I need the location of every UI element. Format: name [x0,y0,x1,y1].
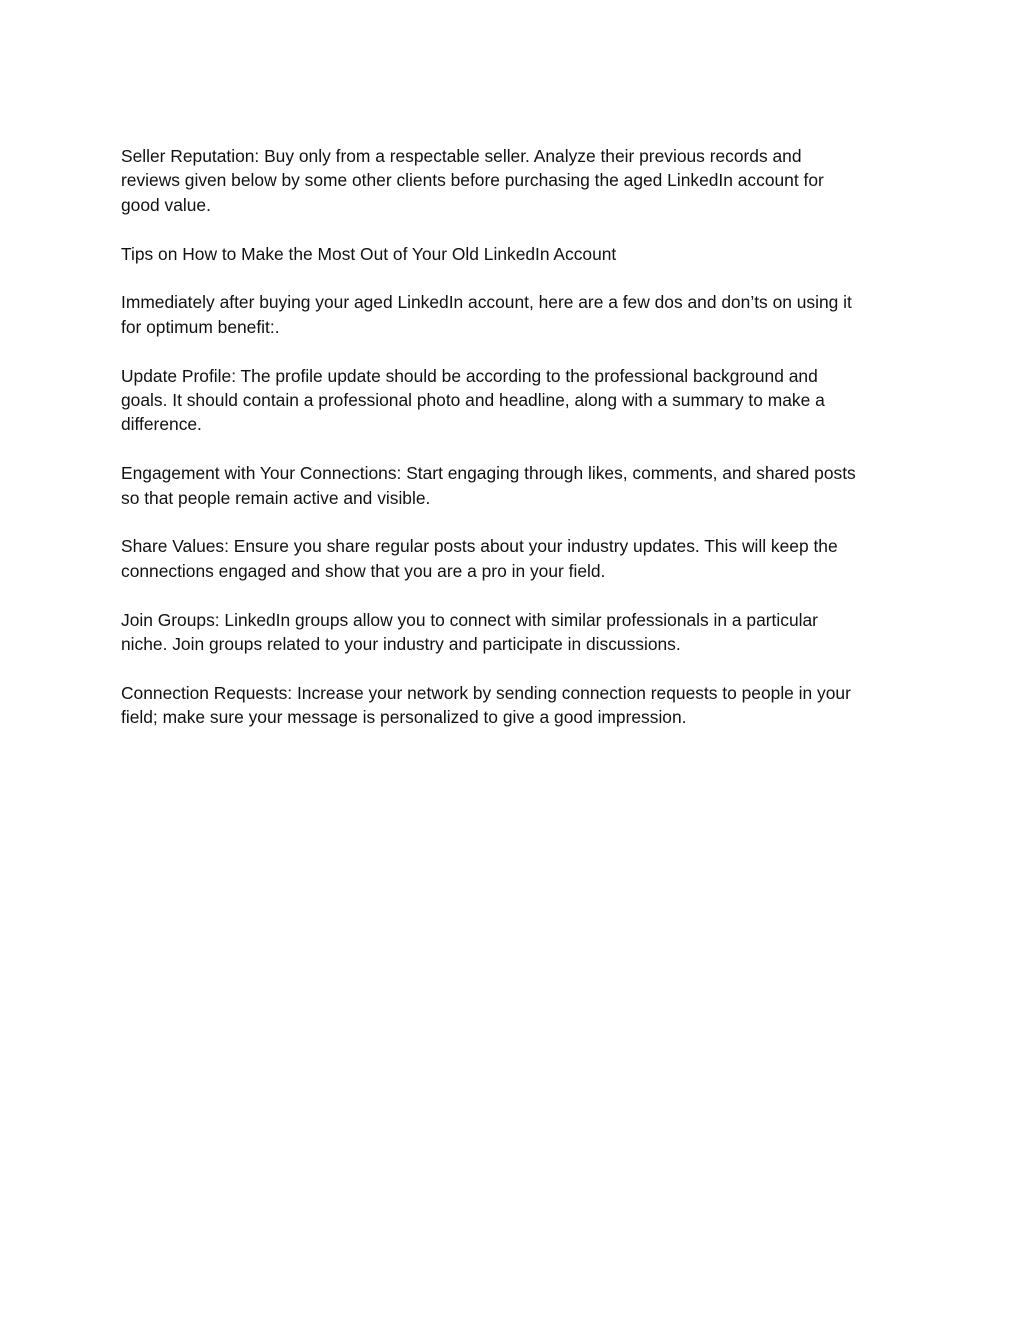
text-line: niche. Join groups related to your industry and participate in discussions. [121,634,681,655]
text-line: Connection Requests: Increase your network by sending connection requests to people in your [121,682,851,703]
text-line: field; make sure your message is personalized to give a good impression. [121,707,687,728]
text-line: Update Profile: The profile update should be according to the professional background and [121,365,818,386]
section-heading-tips [121,242,911,266]
paragraph-intro [121,290,911,339]
paragraph-share-values [121,534,911,583]
text-line: difference. [121,414,202,435]
text-line: goals. It should contain a professional photo and headline, along with a summary to make a [121,390,825,411]
paragraph-engagement [121,461,911,510]
paragraph-join-groups [121,608,911,657]
paragraph-update-profile [121,364,911,437]
paragraph-seller-reputation [121,144,911,217]
text-line: Immediately after buying your aged LinkedIn account, here are a few dos and don’ts on using it [121,292,852,313]
text-line: reviews given below by some other clients before purchasing the aged LinkedIn account for [121,170,824,191]
text-line: for optimum benefit:. [121,316,280,337]
text-line: Engagement with Your Connections: Start engaging through likes, comments, and shared posts [121,463,856,484]
text-line: Seller Reputation: Buy only from a respectable seller. Analyze their previous records and [121,146,802,166]
text-line: Join Groups: LinkedIn groups allow you to connect with similar professionals in a particular [121,609,818,630]
text-line: Share Values: Ensure you share regular posts about your industry updates. This will keep the [121,536,838,557]
text-line: Tips on How to Make the Most Out of Your Old LinkedIn Account [121,243,617,264]
text-line: so that people remain active and visible. [121,487,431,508]
document-body [121,144,911,754]
paragraph-connection-requests [121,681,911,730]
text-line: good value. [121,194,211,215]
text-line: connections engaged and show that you are a pro in your field. [121,560,606,581]
